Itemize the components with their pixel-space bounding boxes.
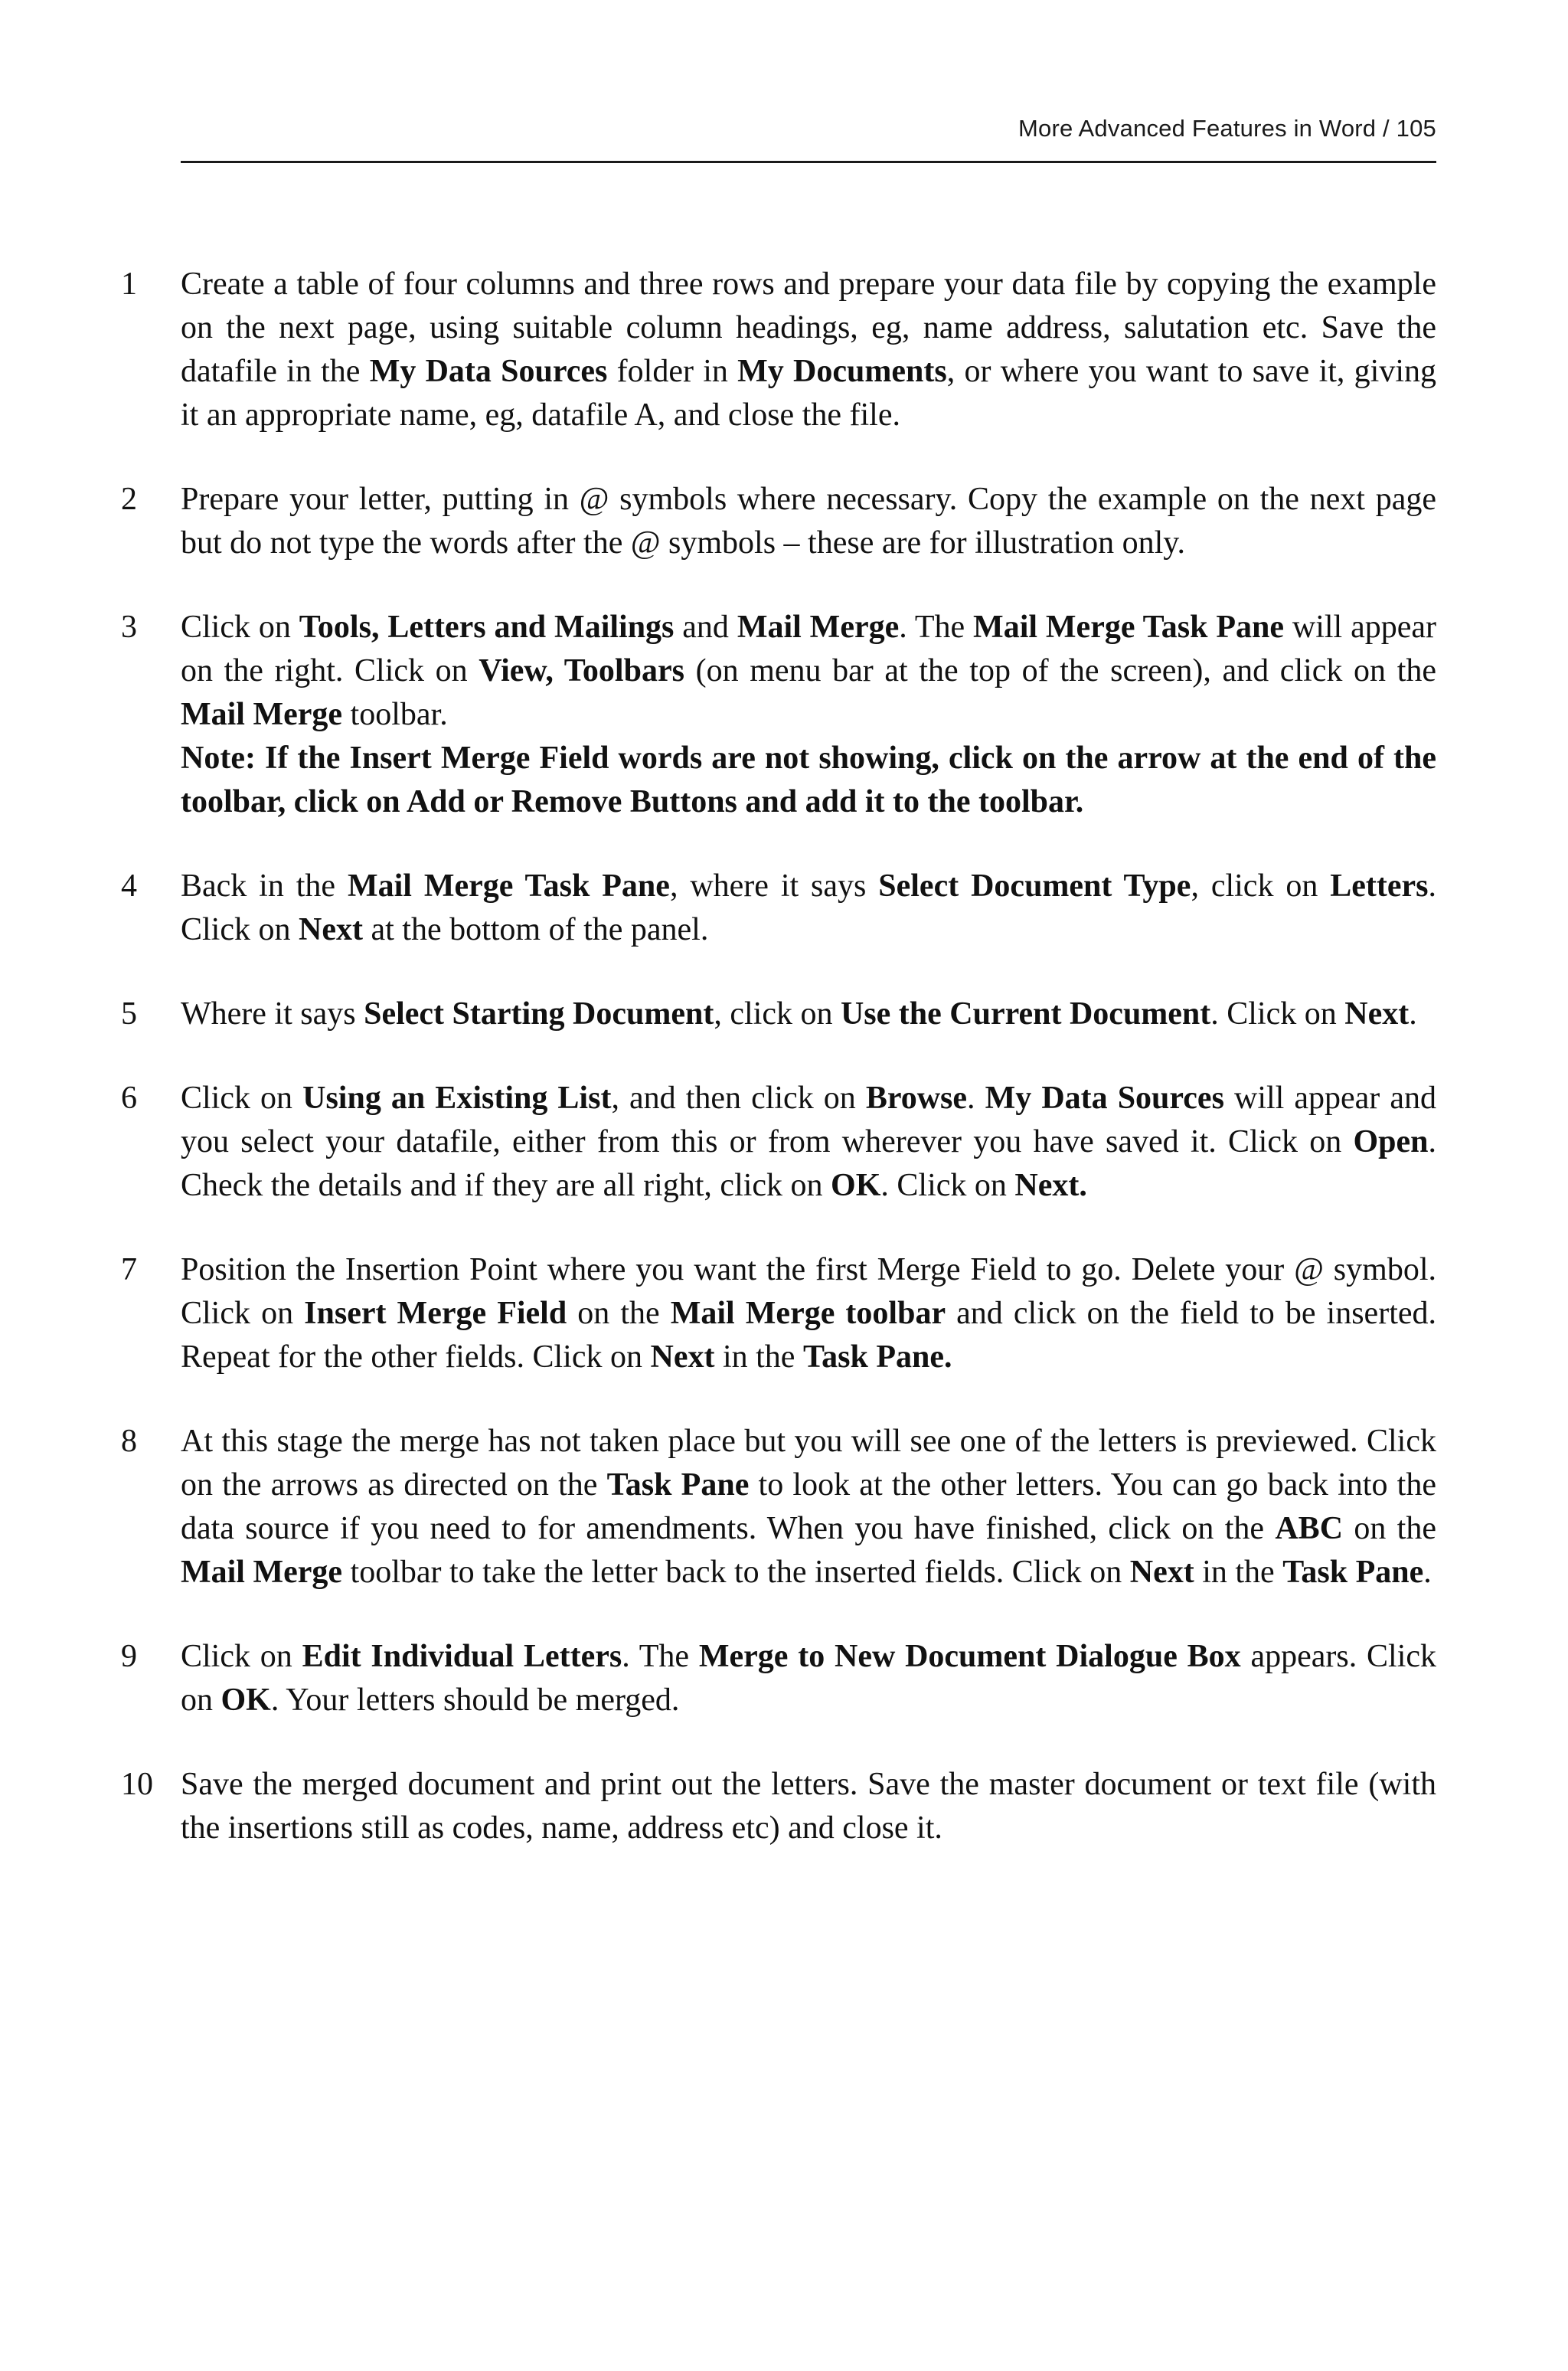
step-item xyxy=(0,606,1568,824)
step-run: (on menu bar at the top of the screen), and click on the xyxy=(684,653,1437,688)
step-item xyxy=(0,1248,1568,1379)
step-item xyxy=(0,993,1568,1036)
instruction-steps xyxy=(0,263,1568,1891)
step-emphasis: Next xyxy=(650,1339,715,1375)
step-run: at the bottom of the panel. xyxy=(362,912,709,947)
step-run: in the xyxy=(714,1339,803,1375)
step-text xyxy=(181,865,1436,952)
step-emphasis: Mail Merge Task Pane xyxy=(347,868,670,904)
step-emphasis: View, Toolbars xyxy=(479,653,684,688)
header-rule xyxy=(181,161,1436,163)
step-number: 10 xyxy=(121,1767,153,1802)
step-emphasis: Select Document Type xyxy=(878,868,1191,904)
step-emphasis: Letters xyxy=(1330,868,1429,904)
step-emphasis: Next xyxy=(299,912,363,947)
step-run: Where it says xyxy=(181,996,364,1032)
step-run: will appear on the right. Click on xyxy=(181,610,1437,688)
step-emphasis: Mail Merge xyxy=(181,1555,343,1590)
step-run: . The xyxy=(622,1639,699,1674)
step-item xyxy=(0,1763,1568,1850)
step-emphasis: ABC xyxy=(1275,1511,1344,1546)
step-run: Back in the xyxy=(181,868,348,904)
step-emphasis: Mail Merge xyxy=(181,697,343,732)
step-run: folder in xyxy=(607,354,738,389)
step-run: . xyxy=(967,1081,985,1116)
step-run: Save the merged document and print out the letters. Save the master document or text file (with the insertions still as codes, name, address etc) and close it. xyxy=(181,1767,1436,1846)
step-item xyxy=(0,1077,1568,1208)
step-item xyxy=(0,1635,1568,1722)
step-text xyxy=(181,1763,1436,1850)
step-emphasis: Tools, Letters and Mailings xyxy=(299,610,675,645)
step-emphasis: Mail Merge toolbar xyxy=(670,1296,946,1331)
step-emphasis: Next xyxy=(1344,996,1410,1032)
step-emphasis: Insert Merge Field xyxy=(304,1296,567,1331)
step-run: toolbar. xyxy=(342,697,448,732)
step-text xyxy=(181,1420,1436,1594)
step-item xyxy=(0,1420,1568,1594)
step-run: , click on xyxy=(714,996,841,1032)
step-run: . xyxy=(1409,996,1417,1032)
step-emphasis: Next. xyxy=(1014,1168,1087,1203)
step-note: Note: If the Insert Merge Field words are not showing, click on the arrow at the end of the toolbar, click on Add or Remove Buttons and add it to the toolbar. xyxy=(181,741,1436,819)
step-item xyxy=(0,865,1568,952)
step-emphasis: Mail Merge xyxy=(737,610,900,645)
step-run: . Click on xyxy=(1210,996,1345,1032)
running-head: More Advanced Features in Word / 105 xyxy=(1018,115,1436,142)
step-emphasis: Task Pane. xyxy=(802,1339,952,1375)
step-run: will appear and you select your datafile, either from this or from wherever you have saved it. Click on xyxy=(181,1081,1436,1159)
step-run: in the xyxy=(1194,1555,1283,1590)
step-run: . Your letters should be merged. xyxy=(270,1683,680,1718)
step-run: Position the Insertion Point where you want the first Merge Field to go. Delete your @ symbol. Click on xyxy=(181,1252,1436,1331)
step-text xyxy=(181,1248,1436,1379)
step-run: . Check the details and if they are all right, click on xyxy=(181,1124,1436,1203)
step-run: , click on xyxy=(1191,868,1331,904)
step-text xyxy=(181,478,1436,565)
step-number: 1 xyxy=(121,267,137,302)
step-number: 3 xyxy=(121,610,137,645)
step-emphasis: Mail Merge Task Pane xyxy=(973,610,1284,645)
step-emphasis: Use the Current Document xyxy=(840,996,1211,1032)
step-number: 9 xyxy=(121,1639,137,1674)
step-run: toolbar to take the letter back to the inserted fields. Click on xyxy=(342,1555,1130,1590)
step-run: . xyxy=(1423,1555,1432,1590)
step-emphasis: Select Starting Document xyxy=(364,996,714,1032)
step-number: 5 xyxy=(121,996,137,1032)
step-run: Click on xyxy=(181,610,299,645)
step-run: and xyxy=(674,610,737,645)
step-number: 4 xyxy=(121,868,137,904)
step-run: . Click on xyxy=(880,1168,1015,1203)
step-emphasis: My Data Sources xyxy=(985,1081,1224,1116)
step-run: . The xyxy=(899,610,974,645)
step-text xyxy=(181,1077,1436,1208)
step-emphasis: OK xyxy=(220,1683,271,1718)
step-text xyxy=(181,263,1436,437)
step-item xyxy=(0,478,1568,565)
step-item xyxy=(0,263,1568,437)
step-emphasis: Open xyxy=(1353,1124,1429,1159)
step-emphasis: Task Pane xyxy=(1282,1555,1424,1590)
step-emphasis: My Data Sources xyxy=(369,354,608,389)
step-run: Create a table of four columns and three rows and prepare your data file by copying the example on the next page, using suitable column headings, eg, name address, salutation etc. Save the datafile in the xyxy=(181,267,1436,389)
step-text xyxy=(181,1635,1436,1722)
step-run: . Click on xyxy=(181,868,1436,947)
step-emphasis: Task Pane xyxy=(606,1467,750,1503)
step-emphasis: OK xyxy=(831,1168,881,1203)
step-number: 7 xyxy=(121,1252,137,1287)
step-emphasis: Browse xyxy=(865,1081,968,1116)
step-text xyxy=(181,606,1436,824)
step-run: , or where you want to save it, giving it an appropriate name, eg, datafile A, and close the file. xyxy=(181,354,1437,433)
step-run: At this stage the merge has not taken place but you will see one of the letters is previewed. Click on the arrows as directed on the xyxy=(181,1424,1436,1503)
step-run: and click on the field to be inserted. Repeat for the other fields. Click on xyxy=(181,1296,1436,1375)
step-run: , and then click on xyxy=(611,1081,866,1116)
step-run: to look at the other letters. You can go back into the data source if you need to for amendments. When you have finished, click on the xyxy=(181,1467,1436,1546)
step-run: Click on xyxy=(181,1081,303,1116)
step-run: on the xyxy=(567,1296,671,1331)
step-number: 2 xyxy=(121,482,137,517)
step-run: , where it says xyxy=(669,868,879,904)
step-run: on the xyxy=(1343,1511,1436,1546)
step-run: Prepare your letter, putting in @ symbols where necessary. Copy the example on the next page but do not type the words after the @ symbols – these are for illustration only. xyxy=(181,482,1436,561)
step-emphasis: Using an Existing List xyxy=(302,1081,612,1116)
step-emphasis: Edit Individual Letters xyxy=(302,1639,622,1674)
step-emphasis: Next xyxy=(1129,1555,1194,1590)
step-number: 6 xyxy=(121,1081,137,1116)
step-run: appears. Click on xyxy=(181,1639,1437,1718)
step-run: Click on xyxy=(181,1639,302,1674)
step-emphasis: Merge to New Document Dialogue Box xyxy=(698,1639,1241,1674)
step-number: 8 xyxy=(121,1424,137,1459)
step-emphasis: My Documents xyxy=(737,354,947,389)
step-text xyxy=(181,993,1436,1036)
